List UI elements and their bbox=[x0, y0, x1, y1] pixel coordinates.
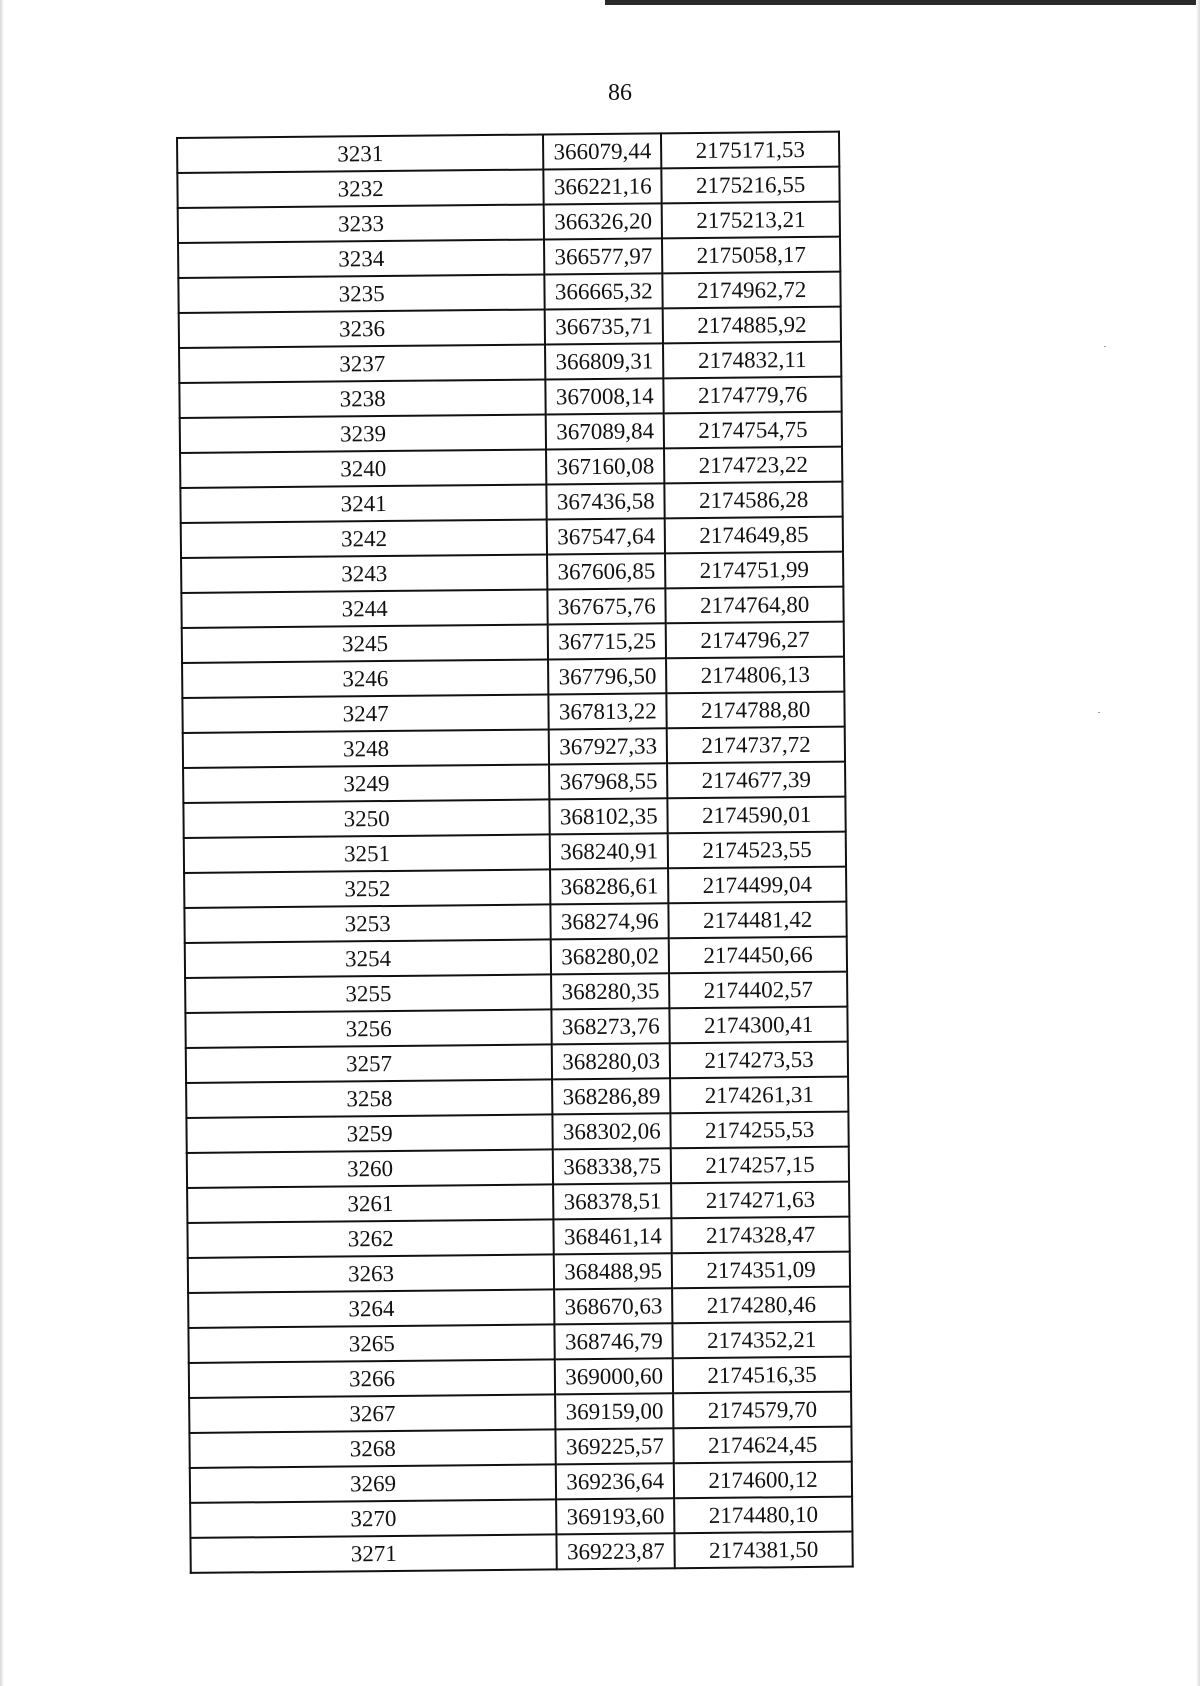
scan-edge-right bbox=[1196, 0, 1200, 1686]
x-coordinate-cell: 367436,58 bbox=[547, 483, 665, 519]
y-coordinate-cell: 2174796,27 bbox=[666, 622, 844, 659]
y-coordinate-cell: 2174751,99 bbox=[665, 552, 843, 589]
x-coordinate-cell: 369225,57 bbox=[556, 1428, 674, 1464]
y-coordinate-cell: 2174516,35 bbox=[673, 1357, 851, 1394]
y-coordinate-cell: 2174624,45 bbox=[674, 1427, 852, 1464]
x-coordinate-cell: 367547,64 bbox=[547, 518, 665, 554]
y-coordinate-cell: 2174273,53 bbox=[670, 1042, 848, 1079]
x-coordinate-cell: 368338,75 bbox=[553, 1148, 671, 1184]
y-coordinate-cell: 2174723,22 bbox=[664, 447, 842, 484]
point-number-cell: 3245 bbox=[182, 624, 549, 663]
point-number-cell: 3247 bbox=[182, 694, 549, 733]
y-coordinate-cell: 2174779,76 bbox=[664, 377, 842, 414]
point-number-cell: 3237 bbox=[179, 344, 546, 383]
y-coordinate-cell: 2174450,66 bbox=[669, 937, 847, 974]
point-number-cell: 3232 bbox=[177, 169, 544, 208]
x-coordinate-cell: 366326,20 bbox=[544, 203, 662, 239]
x-coordinate-cell: 369236,64 bbox=[556, 1463, 674, 1499]
x-coordinate-cell: 366665,32 bbox=[545, 273, 663, 309]
page-number: 86 bbox=[608, 80, 632, 106]
x-coordinate-cell: 367715,25 bbox=[548, 623, 666, 659]
point-number-cell: 3265 bbox=[188, 1324, 555, 1363]
y-coordinate-cell: 2175216,55 bbox=[662, 167, 840, 204]
y-coordinate-cell: 2174586,28 bbox=[665, 482, 843, 519]
x-coordinate-cell: 368286,89 bbox=[552, 1078, 670, 1114]
point-number-cell: 3244 bbox=[181, 589, 548, 628]
x-coordinate-cell: 368488,95 bbox=[554, 1253, 672, 1289]
x-coordinate-cell: 366221,16 bbox=[544, 168, 662, 204]
coordinates-table-body bbox=[177, 132, 853, 1573]
x-coordinate-cell: 368280,02 bbox=[551, 938, 669, 974]
y-coordinate-cell: 2174261,31 bbox=[670, 1077, 848, 1114]
point-number-cell: 3236 bbox=[179, 309, 546, 348]
x-coordinate-cell: 368240,91 bbox=[550, 833, 668, 869]
x-coordinate-cell: 368102,35 bbox=[550, 798, 668, 834]
y-coordinate-cell: 2175058,17 bbox=[662, 237, 840, 274]
y-coordinate-cell: 2174381,50 bbox=[675, 1532, 853, 1569]
point-number-cell: 3264 bbox=[188, 1289, 555, 1328]
point-number-cell: 3241 bbox=[180, 484, 547, 523]
x-coordinate-cell: 366809,31 bbox=[545, 343, 663, 379]
point-number-cell: 3258 bbox=[186, 1079, 553, 1118]
point-number-cell: 3256 bbox=[185, 1009, 552, 1048]
y-coordinate-cell: 2174523,55 bbox=[668, 832, 846, 869]
point-number-cell: 3263 bbox=[188, 1254, 555, 1293]
point-number-cell: 3251 bbox=[184, 834, 551, 873]
point-number-cell: 3255 bbox=[185, 974, 552, 1013]
x-coordinate-cell: 368280,03 bbox=[552, 1043, 670, 1079]
y-coordinate-cell: 2174600,12 bbox=[674, 1462, 852, 1499]
x-coordinate-cell: 369193,60 bbox=[556, 1498, 674, 1534]
x-coordinate-cell: 367606,85 bbox=[547, 553, 665, 589]
y-coordinate-cell: 2174885,92 bbox=[663, 307, 841, 344]
y-coordinate-cell: 2174677,39 bbox=[667, 762, 845, 799]
x-coordinate-cell: 368378,51 bbox=[553, 1183, 671, 1219]
y-coordinate-cell: 2174764,80 bbox=[666, 587, 844, 624]
scan-speck bbox=[1098, 712, 1100, 713]
y-coordinate-cell: 2174788,80 bbox=[667, 692, 845, 729]
y-coordinate-cell: 2174962,72 bbox=[663, 272, 841, 309]
x-coordinate-cell: 368746,79 bbox=[555, 1323, 673, 1359]
y-coordinate-cell: 2174754,75 bbox=[664, 412, 842, 449]
point-number-cell: 3262 bbox=[187, 1219, 554, 1258]
x-coordinate-cell: 367927,33 bbox=[549, 728, 667, 764]
x-coordinate-cell: 367160,08 bbox=[546, 448, 664, 484]
coordinates-table bbox=[176, 131, 854, 1574]
point-number-cell: 3240 bbox=[180, 449, 547, 488]
x-coordinate-cell: 369000,60 bbox=[555, 1358, 673, 1394]
x-coordinate-cell: 367813,22 bbox=[549, 693, 667, 729]
scan-speck bbox=[1104, 346, 1106, 347]
point-number-cell: 3252 bbox=[184, 869, 551, 908]
point-number-cell: 3269 bbox=[190, 1464, 557, 1503]
x-coordinate-cell: 368274,96 bbox=[551, 903, 669, 939]
table-row bbox=[190, 1532, 852, 1573]
x-coordinate-cell: 368461,14 bbox=[554, 1218, 672, 1254]
point-number-cell: 3233 bbox=[178, 204, 545, 243]
y-coordinate-cell: 2174481,42 bbox=[669, 902, 847, 939]
y-coordinate-cell: 2174351,09 bbox=[672, 1252, 850, 1289]
x-coordinate-cell: 369223,87 bbox=[557, 1533, 675, 1569]
y-coordinate-cell: 2174300,41 bbox=[670, 1007, 848, 1044]
point-number-cell: 3261 bbox=[187, 1184, 554, 1223]
x-coordinate-cell: 367008,14 bbox=[546, 378, 664, 414]
point-number-cell: 3267 bbox=[189, 1394, 556, 1433]
y-coordinate-cell: 2175213,21 bbox=[662, 202, 840, 239]
point-number-cell: 3254 bbox=[185, 939, 552, 978]
x-coordinate-cell: 368302,06 bbox=[553, 1113, 671, 1149]
point-number-cell: 3231 bbox=[177, 134, 544, 173]
scan-edge-top bbox=[605, 0, 1200, 5]
x-coordinate-cell: 366577,97 bbox=[544, 238, 662, 274]
point-number-cell: 3268 bbox=[189, 1429, 556, 1468]
x-coordinate-cell: 367089,84 bbox=[546, 413, 664, 449]
point-number-cell: 3257 bbox=[186, 1044, 553, 1083]
x-coordinate-cell: 368273,76 bbox=[552, 1008, 670, 1044]
x-coordinate-cell: 367675,76 bbox=[548, 588, 666, 624]
x-coordinate-cell: 367796,50 bbox=[548, 658, 666, 694]
x-coordinate-cell: 369159,00 bbox=[555, 1393, 673, 1429]
point-number-cell: 3253 bbox=[184, 904, 551, 943]
y-coordinate-cell: 2174590,01 bbox=[668, 797, 846, 834]
y-coordinate-cell: 2174737,72 bbox=[667, 727, 845, 764]
x-coordinate-cell: 366735,71 bbox=[545, 308, 663, 344]
point-number-cell: 3260 bbox=[187, 1149, 554, 1188]
y-coordinate-cell: 2174832,11 bbox=[663, 342, 841, 379]
y-coordinate-cell: 2174649,85 bbox=[665, 517, 843, 554]
x-coordinate-cell: 368286,61 bbox=[550, 868, 668, 904]
y-coordinate-cell: 2174280,46 bbox=[672, 1287, 850, 1324]
y-coordinate-cell: 2174579,70 bbox=[673, 1392, 851, 1429]
y-coordinate-cell: 2174257,15 bbox=[671, 1147, 849, 1184]
point-number-cell: 3234 bbox=[178, 239, 545, 278]
x-coordinate-cell: 368670,63 bbox=[554, 1288, 672, 1324]
y-coordinate-cell: 2174271,63 bbox=[671, 1182, 849, 1219]
y-coordinate-cell: 2174328,47 bbox=[672, 1217, 850, 1254]
point-number-cell: 3235 bbox=[178, 274, 545, 313]
y-coordinate-cell: 2174352,21 bbox=[673, 1322, 851, 1359]
point-number-cell: 3246 bbox=[182, 659, 549, 698]
y-coordinate-cell: 2174806,13 bbox=[666, 657, 844, 694]
x-coordinate-cell: 367968,55 bbox=[549, 763, 667, 799]
point-number-cell: 3243 bbox=[181, 554, 548, 593]
point-number-cell: 3266 bbox=[189, 1359, 556, 1398]
x-coordinate-cell: 368280,35 bbox=[551, 973, 669, 1009]
point-number-cell: 3242 bbox=[181, 519, 548, 558]
point-number-cell: 3249 bbox=[183, 764, 550, 803]
scan-edge-left bbox=[0, 0, 4, 1686]
point-number-cell: 3248 bbox=[183, 729, 550, 768]
point-number-cell: 3259 bbox=[186, 1114, 553, 1153]
x-coordinate-cell: 366079,44 bbox=[543, 133, 661, 169]
y-coordinate-cell: 2174255,53 bbox=[671, 1112, 849, 1149]
y-coordinate-cell: 2175171,53 bbox=[661, 132, 839, 169]
point-number-cell: 3238 bbox=[179, 379, 546, 418]
point-number-cell: 3270 bbox=[190, 1499, 557, 1538]
y-coordinate-cell: 2174499,04 bbox=[668, 867, 846, 904]
point-number-cell: 3239 bbox=[180, 414, 547, 453]
y-coordinate-cell: 2174480,10 bbox=[674, 1497, 852, 1534]
point-number-cell: 3250 bbox=[183, 799, 550, 838]
y-coordinate-cell: 2174402,57 bbox=[669, 972, 847, 1009]
point-number-cell: 3271 bbox=[190, 1534, 557, 1573]
